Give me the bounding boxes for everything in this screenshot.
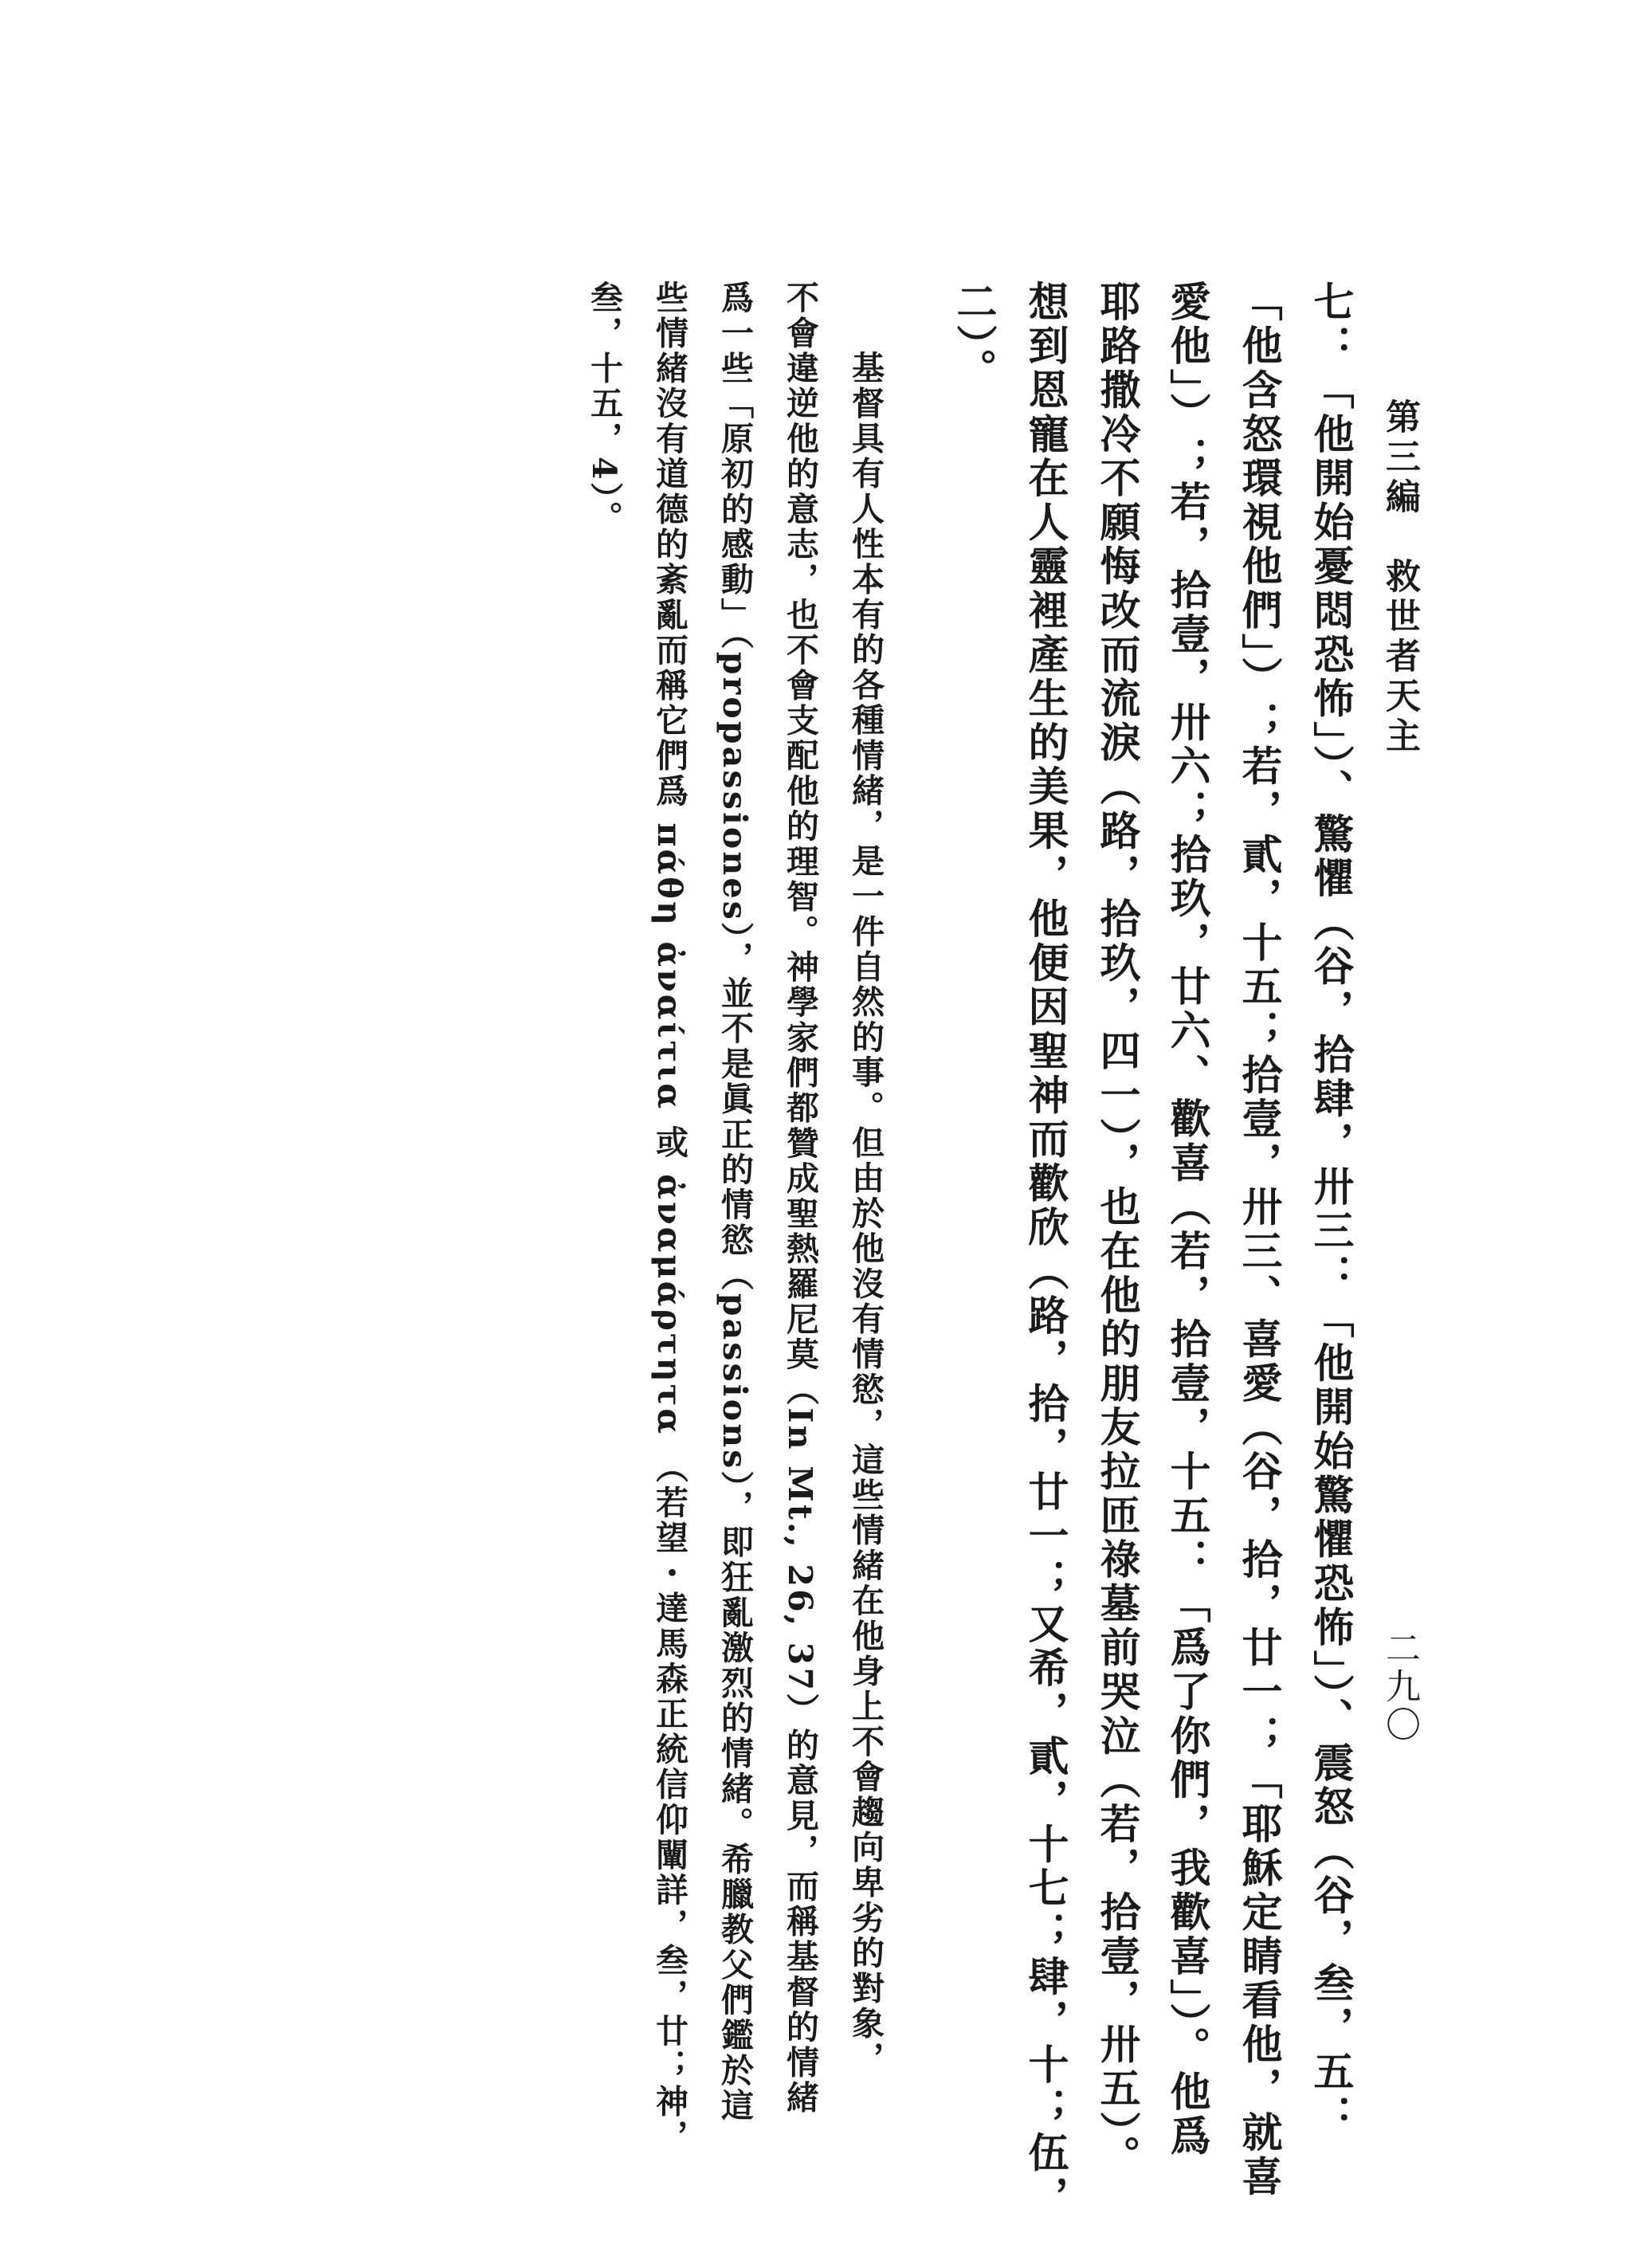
note-column: 不會違逆他的意志，也不會支配他的理智。神學家們都贊成聖熱羅尼莫（In Mt., 26, 37）的意見，而稱基督的情緒 [781, 281, 819, 2116]
running-title: 第三編 救世者天主 [1379, 398, 1420, 757]
text-column: 二）。 [949, 281, 997, 393]
note-column: 基督具有人性本有的各種情緒，是一件自然的事。但由於他沒有情慾，這些情緒在他身上不會趨向卑劣的對象， [846, 351, 885, 2077]
text-column: 「他含怒環視他們」）；若，貳，十五；拾壹，卅三、喜愛（谷，拾，廿一；「耶穌定睛看他，就喜 [1234, 281, 1282, 2199]
note-column: 爲一些「原初的感動」（propassiones），並不是眞正的情慾（passions），即狂亂激烈的情緒。希臘教父們鑑於這 [716, 281, 754, 2124]
note-column: 些情緒沒有道德的紊亂而稱它們爲 πάθη ἀναίτια 或 ἀναμάρτητα （若望・達馬森正統信仰闡詳，叁，廿；神， [650, 281, 688, 2155]
note-column: 叁，十五，4）。 [585, 281, 623, 536]
text-column: 想到恩寵在人靈裡產生的美果，他便因聖神而歡欣（路，拾，廿一；又希，貳，十七；肆，十；伍， [1021, 281, 1069, 2220]
text-column: 耶路撒冷不願悔改而流淚（路，拾玖，四一），也在他的朋友拉匝祿墓前哭泣（若，拾壹，卅五）。 [1093, 281, 1140, 2180]
text-column: 七：「他開始憂悶恐怖」）、驚懼（谷，拾肆，卅三：「他開始驚懼恐怖」）、震怒（谷，叁，五： [1306, 281, 1354, 2139]
text-column: 愛他」）；若，拾壹，卅六；拾玖，廿六、歡喜（若，拾壹，十五：「爲了你們，我歡喜」）。他爲 [1163, 281, 1210, 2159]
page-number: 二九〇 [1379, 1630, 1420, 1744]
